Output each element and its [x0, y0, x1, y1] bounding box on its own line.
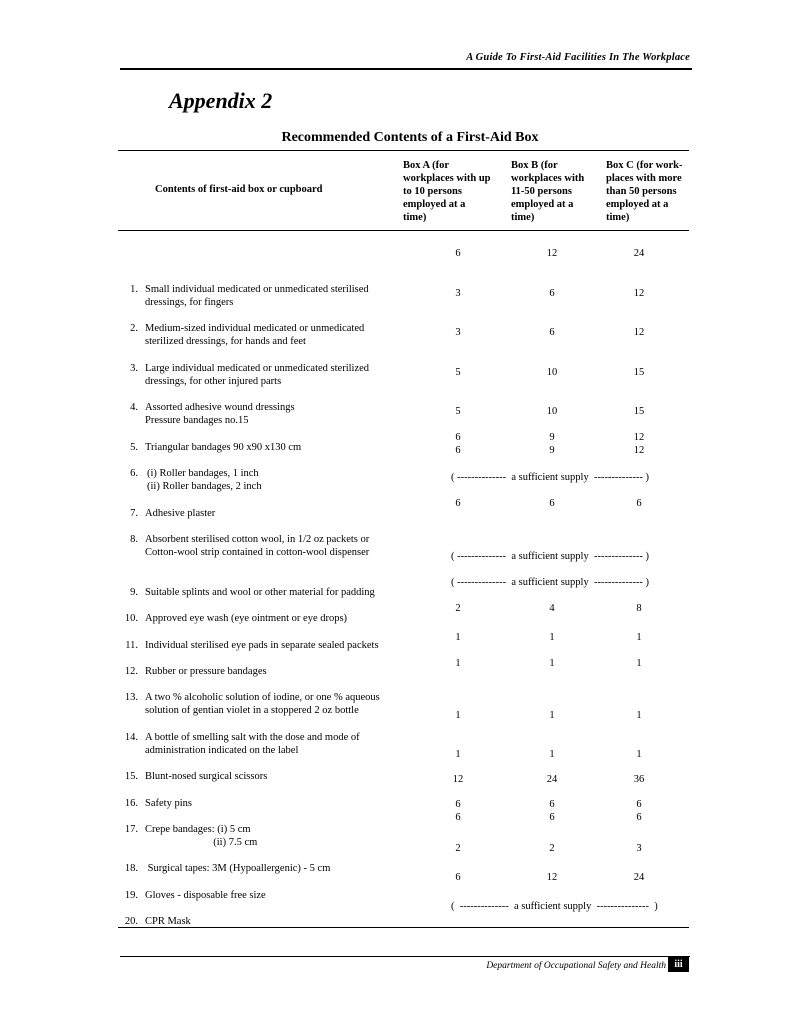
item-text: Assorted adhesive wound dressings	[145, 402, 295, 413]
item-number: 8.	[130, 534, 138, 545]
item-number: 19.	[124, 890, 138, 901]
box-a-value: 5	[455, 367, 461, 378]
box-b-value: 12	[546, 248, 558, 259]
box-b-value: 6	[549, 498, 555, 509]
page-number-badge: iii	[668, 957, 689, 972]
box-c-value: 1	[636, 632, 642, 643]
header-line: Box B (for	[511, 160, 558, 171]
item-text: administration indicated on the label	[145, 745, 299, 756]
box-b-value: 6	[549, 812, 555, 823]
item-number: 10.	[124, 613, 138, 624]
item-text: Approved eye wash (eye ointment or eye drops)	[145, 613, 348, 624]
box-a-value: 1	[455, 710, 461, 721]
box-a-value: 1	[455, 749, 461, 760]
box-c-value: 1	[636, 658, 642, 669]
header-line: time)	[511, 212, 535, 223]
item-number: 12.	[124, 666, 138, 677]
header-line: time)	[606, 212, 630, 223]
item-number: 4.	[130, 402, 138, 413]
table-top-rule	[118, 150, 689, 151]
item-number: 17.	[124, 824, 138, 835]
box-c-value: 15	[633, 406, 645, 417]
column-header-box-b	[511, 159, 584, 224]
item-text: CPR Mask	[145, 916, 191, 927]
item-text: Adhesive plaster	[145, 508, 216, 519]
item-text: dressings, for fingers	[145, 297, 234, 308]
header-line: workplaces with	[511, 173, 585, 184]
item-text: Cotton-wool strip contained in cotton-wool dispenser	[145, 547, 370, 558]
item-text: A two % alcoholic solution of iodine, or one % aqueous	[145, 692, 380, 703]
header-line: employed at a	[606, 199, 669, 210]
column-header-contents: Contents of first-aid box or cupboard	[155, 184, 323, 195]
box-a-value: 2	[455, 843, 461, 854]
item-text: (i) Roller bandages, 1 inch	[147, 468, 259, 479]
box-b-value: 6	[549, 799, 555, 810]
box-b-value: 1	[549, 710, 555, 721]
box-b-value: 10	[546, 406, 558, 417]
item-number: 6.	[130, 468, 138, 479]
sufficient-supply-note: ( -------------- a sufficient supply -------------- )	[451, 577, 650, 588]
header-line: Box C (for work-	[606, 160, 683, 171]
header-line: workplaces with up	[403, 173, 491, 184]
column-header-box-a	[403, 159, 491, 224]
box-a-value: 2	[455, 603, 461, 614]
header-line: than 50 persons	[606, 186, 677, 197]
box-b-value: 2	[549, 843, 555, 854]
item-number: 1.	[130, 284, 138, 295]
box-c-value: 36	[633, 774, 645, 785]
box-c-value: 1	[636, 710, 642, 721]
sufficient-supply-note: ( -------------- a sufficient supply -------------- )	[451, 472, 650, 483]
header-line: Box A (for	[403, 160, 450, 171]
header-line: 11-50 persons	[511, 186, 572, 197]
item-number: 3.	[130, 363, 138, 374]
box-c-value: 6	[636, 812, 642, 823]
item-number: 13.	[124, 692, 138, 703]
item-number: 7.	[130, 508, 138, 519]
box-a-value: 6	[455, 812, 461, 823]
item-number: 2.	[130, 323, 138, 334]
table-header-rule	[118, 230, 689, 231]
box-a-value: 1	[455, 632, 461, 643]
item-text: (ii) Roller bandages, 2 inch	[147, 481, 262, 492]
item-text: Surgical tapes: 3M (Hypoallergenic) - 5 cm	[145, 863, 331, 874]
box-b-value: 6	[549, 327, 555, 338]
box-c-value: 24	[633, 248, 645, 259]
box-a-value: 6	[455, 498, 461, 509]
box-a-value: 1	[455, 658, 461, 669]
header-line: employed at a	[403, 199, 466, 210]
item-number: 9.	[130, 587, 138, 598]
box-b-value: 1	[549, 632, 555, 643]
item-number: 15.	[124, 771, 138, 782]
box-a-value: 6	[455, 445, 461, 456]
item-text: Crepe bandages: (i) 5 cm	[145, 824, 251, 835]
box-c-value: 12	[633, 445, 645, 456]
column-header-box-c	[606, 159, 683, 224]
item-text: Pressure bandages no.15	[145, 415, 249, 426]
appendix-title: Appendix 2	[169, 88, 273, 113]
box-c-value: 3	[636, 843, 642, 854]
item-text: (ii) 7.5 cm	[145, 837, 258, 848]
header-rule	[120, 68, 692, 70]
box-a-value: 6	[455, 248, 461, 259]
item-text: Rubber or pressure bandages	[145, 666, 267, 677]
running-title: A Guide To First-Aid Facilities In The Workplace	[466, 52, 690, 63]
header-line: places with more	[606, 173, 682, 184]
item-text: Blunt-nosed surgical scissors	[145, 771, 268, 782]
table-bottom-rule	[118, 927, 689, 928]
box-c-value: 12	[633, 432, 645, 443]
box-c-value: 6	[636, 799, 642, 810]
box-c-value: 15	[633, 367, 645, 378]
box-a-value: 6	[455, 432, 461, 443]
header-line: time)	[403, 212, 427, 223]
sufficient-supply-note: ( -------------- a sufficient supply --------------- )	[451, 901, 658, 912]
item-number: 5.	[130, 442, 138, 453]
box-c-value: 1	[636, 749, 642, 760]
box-b-value: 9	[549, 445, 555, 456]
header-line: to 10 persons	[403, 186, 462, 197]
box-b-value: 4	[549, 603, 555, 614]
item-text: Safety pins	[145, 798, 192, 809]
item-text: solution of gentian violet in a stoppered 2 oz bottle	[145, 705, 359, 716]
item-text: Large individual medicated or unmedicated sterilized	[145, 363, 370, 374]
box-b-value: 6	[549, 288, 555, 299]
item-number: 16.	[124, 798, 138, 809]
box-c-value: 24	[633, 872, 645, 883]
box-b-value: 12	[546, 872, 558, 883]
box-c-value: 6	[636, 498, 642, 509]
item-text: Suitable splints and wool or other material for padding	[145, 587, 375, 598]
box-a-value: 3	[455, 288, 461, 299]
box-a-value: 6	[455, 872, 461, 883]
item-text: A bottle of smelling salt with the dose and mode of	[145, 732, 360, 743]
item-text: Triangular bandages 90 x90 x130 cm	[145, 442, 302, 453]
box-b-value: 9	[549, 432, 555, 443]
item-number: 11.	[125, 640, 138, 651]
table-title: Recommended Contents of a First-Aid Box	[281, 130, 539, 145]
item-number: 14.	[124, 732, 138, 743]
box-c-value: 8	[636, 603, 642, 614]
footer-rule	[120, 956, 690, 957]
box-a-value: 3	[455, 327, 461, 338]
footer-text: Department of Occupational Safety and Health	[486, 961, 666, 971]
item-number: 20.	[124, 916, 138, 927]
header-line: employed at a	[511, 199, 574, 210]
item-text: dressings, for other injured parts	[145, 376, 282, 387]
box-a-value: 5	[455, 406, 461, 417]
item-text: sterilized dressings, for hands and feet	[145, 336, 306, 347]
box-b-value: 1	[549, 658, 555, 669]
box-c-value: 12	[633, 288, 645, 299]
box-b-value: 1	[549, 749, 555, 760]
box-c-value: 12	[633, 327, 645, 338]
sufficient-supply-note: ( -------------- a sufficient supply -------------- )	[451, 551, 650, 562]
box-b-value: 24	[546, 774, 558, 785]
item-text: Absorbent sterilised cotton wool, in 1/2 oz packets or	[145, 534, 370, 545]
item-text: Gloves - disposable free size	[145, 890, 266, 901]
item-text: Small individual medicated or unmedicated sterilised	[145, 284, 369, 295]
box-a-value: 12	[452, 774, 464, 785]
item-text: Medium-sized individual medicated or unmedicated	[145, 323, 365, 334]
box-b-value: 10	[546, 367, 558, 378]
box-a-value: 6	[455, 799, 461, 810]
item-number: 18.	[124, 863, 138, 874]
item-text: Individual sterilised eye pads in separate sealed packets	[145, 640, 379, 651]
